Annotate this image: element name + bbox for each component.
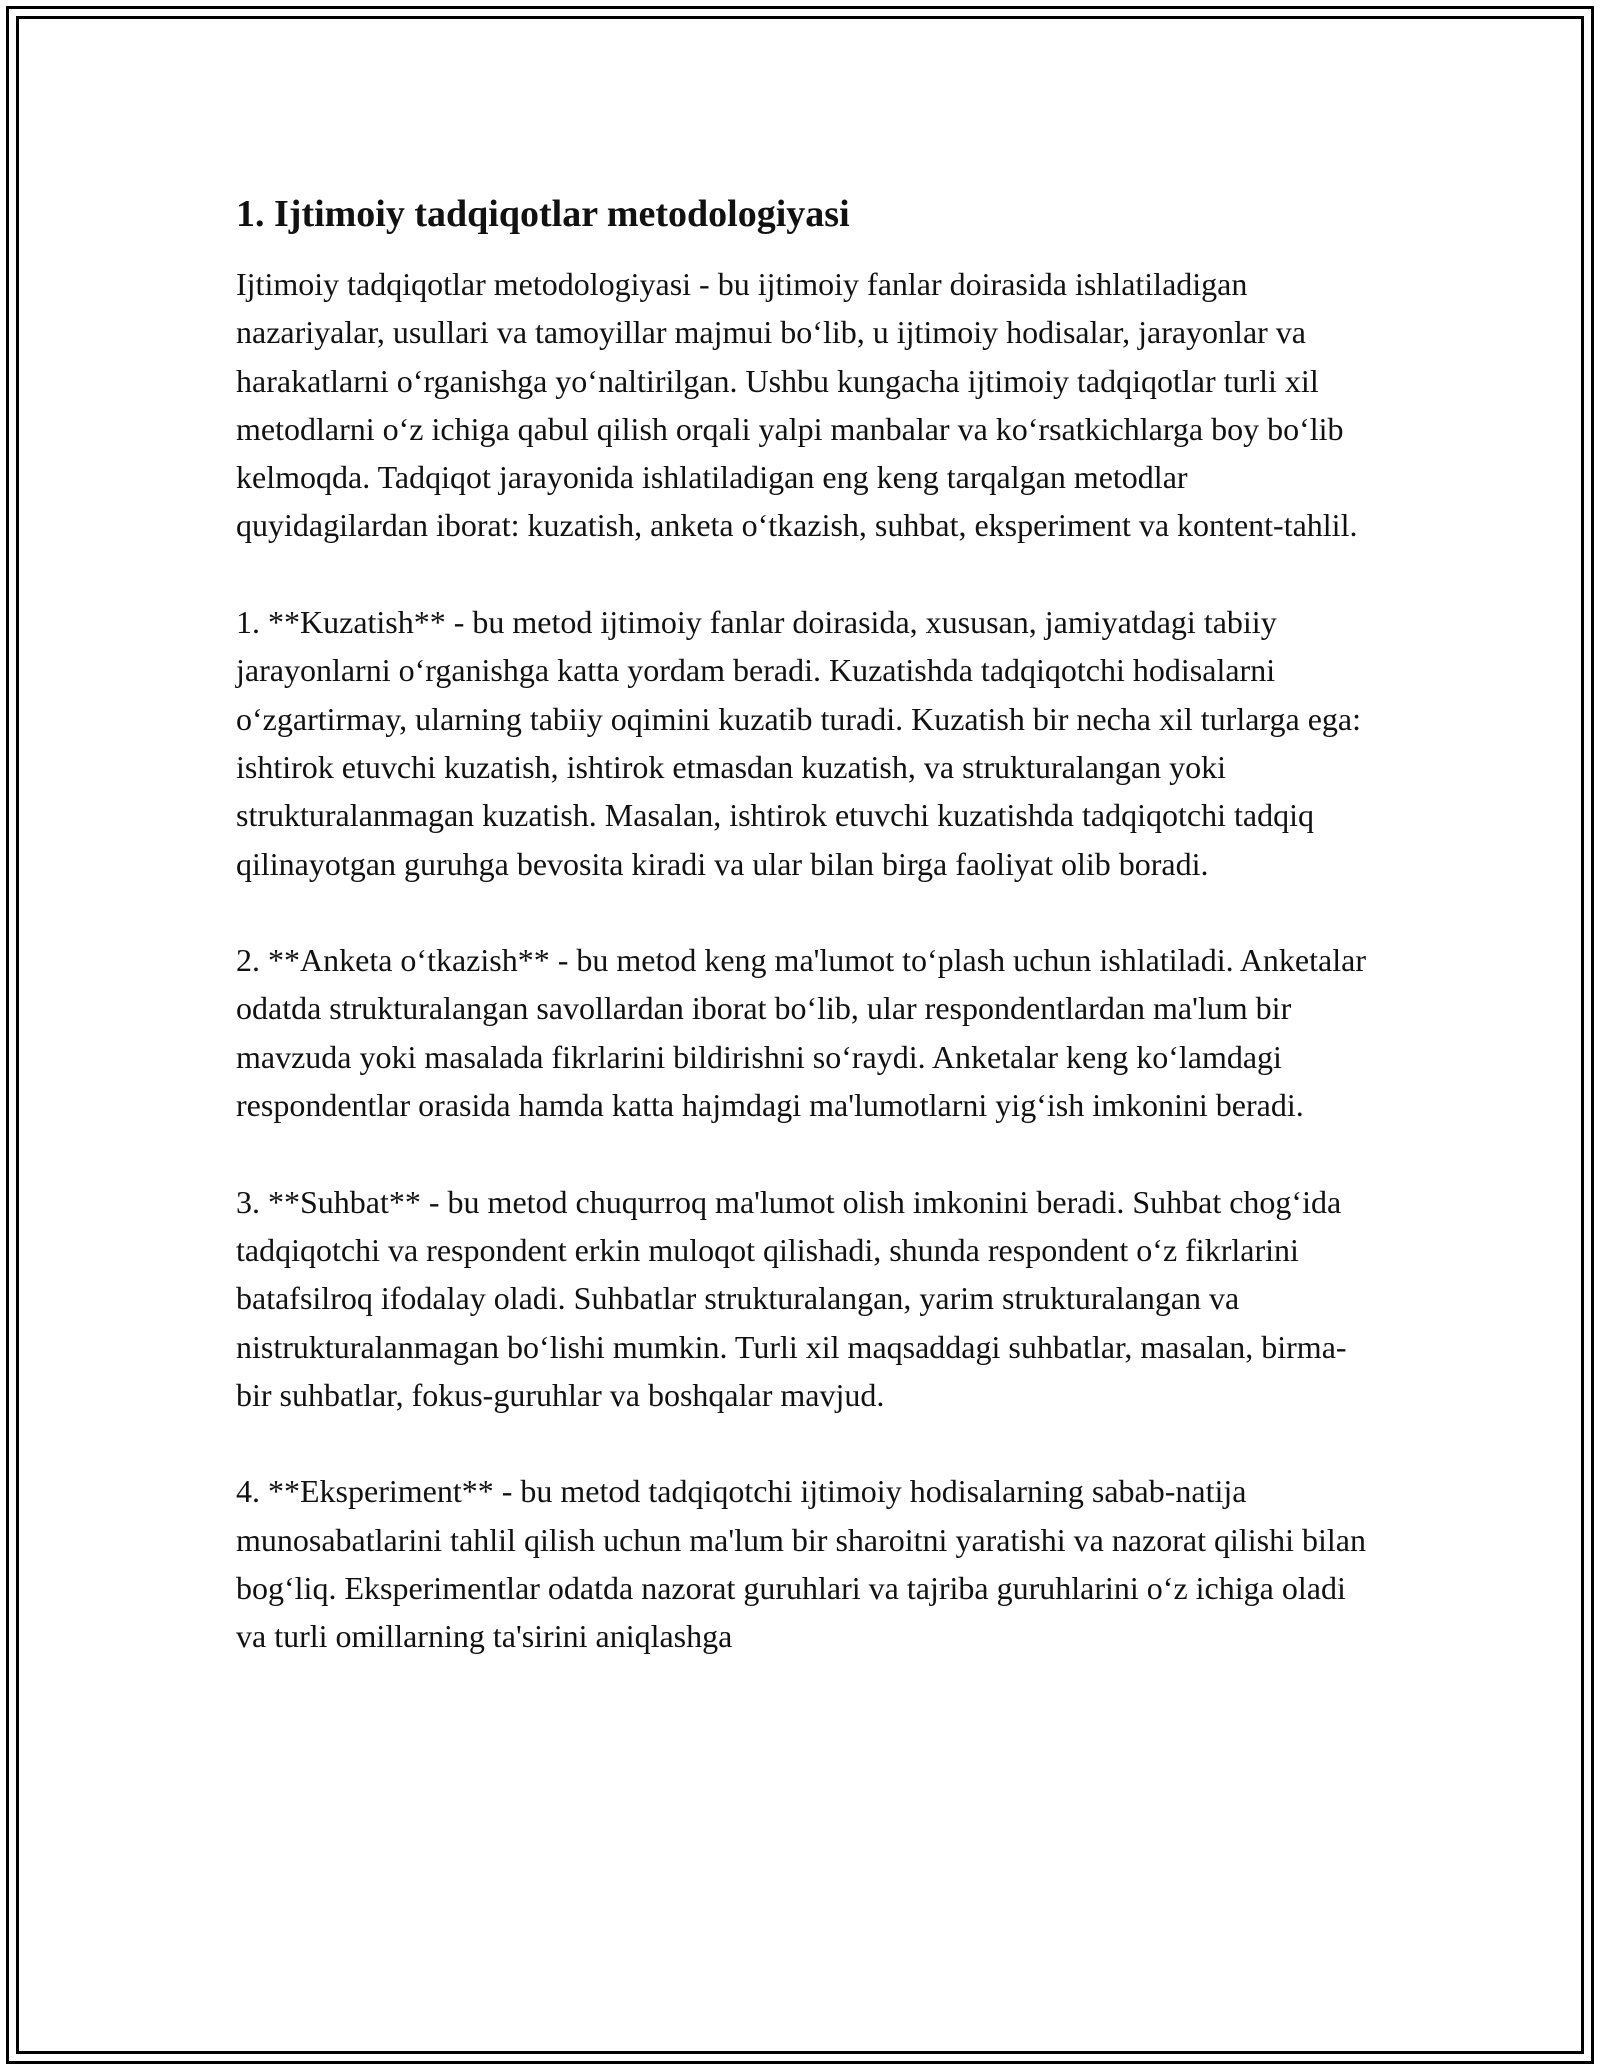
- paragraph-kuzatish: 1. **Kuzatish** - bu metod ijtimoiy fanlar doirasida, xususan, jamiyatdagi tabiiy jarayonlarni o‘rganishga katta yordam beradi. Kuzatishda tadqiqotchi hodisalarni o‘zgartirmay, ularning tabiiy oqimini kuzatib turadi. Kuzatish bir necha xil turlarga ega: ishtirok etuvchi kuzatish, ishtirok etmasdan kuzatish, va strukturalangan yoki strukturalanmagan kuzatish. Masalan, ishtirok etuvchi kuzatishda tadqiqotchi tadqiq qilinayotgan guruhga bevosita kiradi va ular bilan birga faoliyat olib boradi.: [236, 604, 1361, 882]
- intro-paragraph: Ijtimoiy tadqiqotlar metodologiyasi - bu ijtimoiy fanlar doirasida ishlatiladigan nazariyalar, usullari va tamoyillar majmui bo‘lib, u ijtimoiy hodisalar, jarayonlar va harakatlarni o‘rganishga yo‘naltirilgan. Ushbu kungacha ijtimoiy tadqiqotlar turli xil metodlarni o‘z ichiga qabul qilish orqali yalpi manbalar va ko‘rsatkichlarga boy bo‘lib kelmoqda. Tadqiqot jarayonida ishlatiladigan eng keng tarqalgan metodlar quyidagilardan iborat: kuzatish, anketa o‘tkazish, suhbat, eksperiment va kontent-tahlil.: [236, 266, 1358, 544]
- document-body: [236, 186, 1380, 1661]
- paragraph-suhbat: 3. **Suhbat** - bu metod chuqurroq ma'lumot olish imkonini beradi. Suhbat chog‘ida tadqiqotchi va respondent erkin muloqot qilishadi, shunda respondent o‘z fikrlarini batafsilroq ifodalay oladi. Suhbatlar strukturalangan, yarim strukturalangan va nistrukturalanmagan bo‘lishi mumkin. Turli xil maqsaddagi suhbatlar, masalan, birma-bir suhbatlar, fokus-guruhlar va boshqalar mavjud.: [236, 1183, 1347, 1413]
- paragraph-eksperiment: 4. **Eksperiment** - bu metod tadqiqotchi ijtimoiy hodisalarning sabab-natija munosabatlarini tahlil qilish uchun ma'lum bir sharoitni yaratishi va nazorat qilishi bilan bog‘liq. Eksperimentlar odatda nazorat guruhlari va tajriba guruhlarini o‘z ichiga oladi va turli omillarning ta'sirini aniqlashga: [236, 1473, 1366, 1655]
- paragraph-anketa: 2. **Anketa o‘tkazish** - bu metod keng ma'lumot to‘plash uchun ishlatiladi. Anketalar odatda strukturalangan savollardan iborat bo‘lib, ular respondentlardan ma'lum bir mavzuda yoki masalada fikrlarini bildirishni so‘raydi. Anketalar keng ko‘lamdagi respondentlar orasida hamda katta hajmdagi ma'lumotlarni yig‘ish imkonini beradi.: [236, 942, 1366, 1124]
- page-title: 1. Ijtimoiy tadqiqotlar metodologiyasi: [236, 193, 850, 235]
